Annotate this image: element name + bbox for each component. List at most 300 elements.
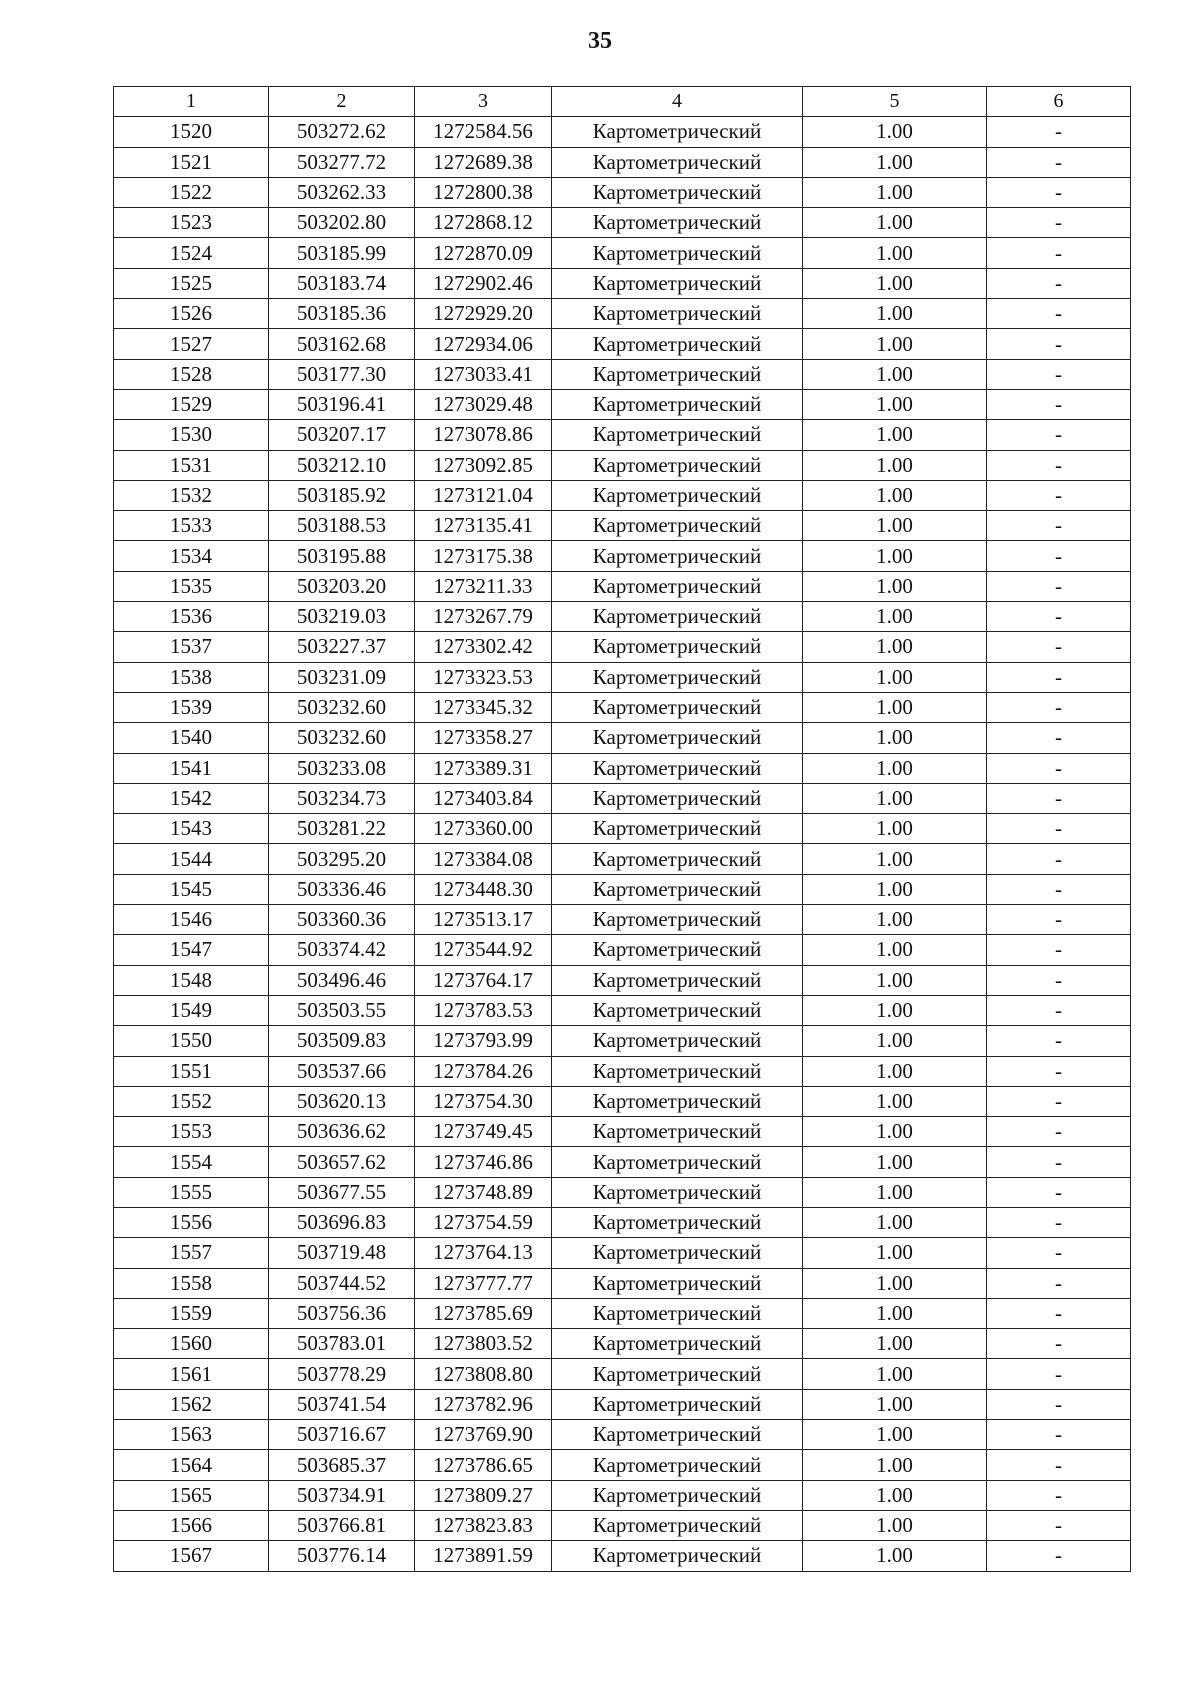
y-coordinate-cell: 1273403.84 xyxy=(415,783,552,813)
x-coordinate-cell: 503219.03 xyxy=(269,602,415,632)
accuracy-cell: 1.00 xyxy=(803,420,987,450)
description-cell: - xyxy=(987,692,1131,722)
table-row xyxy=(114,1480,1131,1510)
table-row xyxy=(114,1056,1131,1086)
table-row xyxy=(114,1541,1131,1571)
description-cell: - xyxy=(987,329,1131,359)
table-row xyxy=(114,1268,1131,1298)
point-number-cell: 1547 xyxy=(114,935,269,965)
table-row xyxy=(114,571,1131,601)
x-coordinate-cell: 503360.36 xyxy=(269,905,415,935)
x-coordinate-cell: 503227.37 xyxy=(269,632,415,662)
description-cell: - xyxy=(987,420,1131,450)
x-coordinate-cell: 503162.68 xyxy=(269,329,415,359)
description-cell: - xyxy=(987,571,1131,601)
accuracy-cell: 1.00 xyxy=(803,147,987,177)
page-number: 35 xyxy=(588,28,612,54)
x-coordinate-cell: 503295.20 xyxy=(269,844,415,874)
y-coordinate-cell: 1273389.31 xyxy=(415,753,552,783)
description-cell: - xyxy=(987,783,1131,813)
accuracy-cell: 1.00 xyxy=(803,571,987,601)
point-number-cell: 1542 xyxy=(114,783,269,813)
accuracy-cell: 1.00 xyxy=(803,389,987,419)
y-coordinate-cell: 1273384.08 xyxy=(415,844,552,874)
method-cell: Картометрический xyxy=(552,1480,803,1510)
x-coordinate-cell: 503734.91 xyxy=(269,1480,415,1510)
method-cell: Картометрический xyxy=(552,602,803,632)
method-cell: Картометрический xyxy=(552,1207,803,1237)
x-coordinate-cell: 503232.60 xyxy=(269,692,415,722)
point-number-cell: 1550 xyxy=(114,1026,269,1056)
accuracy-cell: 1.00 xyxy=(803,723,987,753)
table-row xyxy=(114,1420,1131,1450)
x-coordinate-cell: 503196.41 xyxy=(269,389,415,419)
accuracy-cell: 1.00 xyxy=(803,814,987,844)
point-number-cell: 1535 xyxy=(114,571,269,601)
method-cell: Картометрический xyxy=(552,1510,803,1540)
x-coordinate-cell: 503207.17 xyxy=(269,420,415,450)
accuracy-cell: 1.00 xyxy=(803,965,987,995)
accuracy-cell: 1.00 xyxy=(803,238,987,268)
table-row xyxy=(114,935,1131,965)
table-row xyxy=(114,1086,1131,1116)
column-header-3: 3 xyxy=(415,87,552,117)
table-row xyxy=(114,1359,1131,1389)
y-coordinate-cell: 1273078.86 xyxy=(415,420,552,450)
accuracy-cell: 1.00 xyxy=(803,1450,987,1480)
y-coordinate-cell: 1273358.27 xyxy=(415,723,552,753)
method-cell: Картометрический xyxy=(552,238,803,268)
description-cell: - xyxy=(987,905,1131,935)
y-coordinate-cell: 1273783.53 xyxy=(415,995,552,1025)
accuracy-cell: 1.00 xyxy=(803,480,987,510)
table-row xyxy=(114,723,1131,753)
x-coordinate-cell: 503657.62 xyxy=(269,1147,415,1177)
point-number-cell: 1560 xyxy=(114,1329,269,1359)
point-number-cell: 1528 xyxy=(114,359,269,389)
method-cell: Картометрический xyxy=(552,995,803,1025)
x-coordinate-cell: 503685.37 xyxy=(269,1450,415,1480)
table-row xyxy=(114,1329,1131,1359)
table-row xyxy=(114,147,1131,177)
accuracy-cell: 1.00 xyxy=(803,1389,987,1419)
y-coordinate-cell: 1273748.89 xyxy=(415,1177,552,1207)
method-cell: Картометрический xyxy=(552,1389,803,1419)
point-number-cell: 1533 xyxy=(114,511,269,541)
x-coordinate-cell: 503234.73 xyxy=(269,783,415,813)
point-number-cell: 1532 xyxy=(114,480,269,510)
x-coordinate-cell: 503744.52 xyxy=(269,1268,415,1298)
accuracy-cell: 1.00 xyxy=(803,1268,987,1298)
method-cell: Картометрический xyxy=(552,692,803,722)
table-row xyxy=(114,268,1131,298)
y-coordinate-cell: 1273749.45 xyxy=(415,1117,552,1147)
table-row xyxy=(114,602,1131,632)
method-cell: Картометрический xyxy=(552,1420,803,1450)
table-row xyxy=(114,208,1131,238)
point-number-cell: 1536 xyxy=(114,602,269,632)
description-cell: - xyxy=(987,1086,1131,1116)
accuracy-cell: 1.00 xyxy=(803,844,987,874)
accuracy-cell: 1.00 xyxy=(803,541,987,571)
table-row xyxy=(114,814,1131,844)
accuracy-cell: 1.00 xyxy=(803,753,987,783)
table-row xyxy=(114,965,1131,995)
x-coordinate-cell: 503262.33 xyxy=(269,177,415,207)
point-number-cell: 1553 xyxy=(114,1117,269,1147)
y-coordinate-cell: 1273809.27 xyxy=(415,1480,552,1510)
method-cell: Картометрический xyxy=(552,329,803,359)
method-cell: Картометрический xyxy=(552,1238,803,1268)
y-coordinate-cell: 1273785.69 xyxy=(415,1298,552,1328)
point-number-cell: 1527 xyxy=(114,329,269,359)
accuracy-cell: 1.00 xyxy=(803,1207,987,1237)
method-cell: Картометрический xyxy=(552,905,803,935)
y-coordinate-cell: 1273793.99 xyxy=(415,1026,552,1056)
y-coordinate-cell: 1272870.09 xyxy=(415,238,552,268)
x-coordinate-cell: 503537.66 xyxy=(269,1056,415,1086)
method-cell: Картометрический xyxy=(552,1056,803,1086)
method-cell: Картометрический xyxy=(552,1359,803,1389)
description-cell: - xyxy=(987,359,1131,389)
method-cell: Картометрический xyxy=(552,783,803,813)
method-cell: Картометрический xyxy=(552,541,803,571)
point-number-cell: 1529 xyxy=(114,389,269,419)
table-row xyxy=(114,753,1131,783)
y-coordinate-cell: 1272902.46 xyxy=(415,268,552,298)
y-coordinate-cell: 1273746.86 xyxy=(415,1147,552,1177)
x-coordinate-cell: 503185.36 xyxy=(269,299,415,329)
method-cell: Картометрический xyxy=(552,1541,803,1571)
x-coordinate-cell: 503496.46 xyxy=(269,965,415,995)
accuracy-cell: 1.00 xyxy=(803,1086,987,1116)
point-number-cell: 1530 xyxy=(114,420,269,450)
table-row xyxy=(114,995,1131,1025)
accuracy-cell: 1.00 xyxy=(803,874,987,904)
point-number-cell: 1556 xyxy=(114,1207,269,1237)
description-cell: - xyxy=(987,965,1131,995)
table-row xyxy=(114,662,1131,692)
point-number-cell: 1526 xyxy=(114,299,269,329)
accuracy-cell: 1.00 xyxy=(803,359,987,389)
y-coordinate-cell: 1273323.53 xyxy=(415,662,552,692)
table-header-row xyxy=(114,87,1131,117)
point-number-cell: 1521 xyxy=(114,147,269,177)
x-coordinate-cell: 503272.62 xyxy=(269,117,415,147)
point-number-cell: 1549 xyxy=(114,995,269,1025)
accuracy-cell: 1.00 xyxy=(803,177,987,207)
method-cell: Картометрический xyxy=(552,1026,803,1056)
accuracy-cell: 1.00 xyxy=(803,1026,987,1056)
table-row xyxy=(114,874,1131,904)
point-number-cell: 1552 xyxy=(114,1086,269,1116)
method-cell: Картометрический xyxy=(552,420,803,450)
point-number-cell: 1538 xyxy=(114,662,269,692)
x-coordinate-cell: 503232.60 xyxy=(269,723,415,753)
x-coordinate-cell: 503195.88 xyxy=(269,541,415,571)
y-coordinate-cell: 1273782.96 xyxy=(415,1389,552,1419)
table-row xyxy=(114,1510,1131,1540)
point-number-cell: 1565 xyxy=(114,1480,269,1510)
accuracy-cell: 1.00 xyxy=(803,450,987,480)
method-cell: Картометрический xyxy=(552,1086,803,1116)
x-coordinate-cell: 503503.55 xyxy=(269,995,415,1025)
y-coordinate-cell: 1273121.04 xyxy=(415,480,552,510)
x-coordinate-cell: 503620.13 xyxy=(269,1086,415,1116)
accuracy-cell: 1.00 xyxy=(803,1238,987,1268)
method-cell: Картометрический xyxy=(552,1268,803,1298)
point-number-cell: 1543 xyxy=(114,814,269,844)
x-coordinate-cell: 503778.29 xyxy=(269,1359,415,1389)
description-cell: - xyxy=(987,632,1131,662)
y-coordinate-cell: 1273823.83 xyxy=(415,1510,552,1540)
description-cell: - xyxy=(987,480,1131,510)
x-coordinate-cell: 503277.72 xyxy=(269,147,415,177)
description-cell: - xyxy=(987,1420,1131,1450)
x-coordinate-cell: 503756.36 xyxy=(269,1298,415,1328)
method-cell: Картометрический xyxy=(552,1298,803,1328)
table-row xyxy=(114,359,1131,389)
method-cell: Картометрический xyxy=(552,208,803,238)
description-cell: - xyxy=(987,1541,1131,1571)
column-header-5: 5 xyxy=(803,87,987,117)
accuracy-cell: 1.00 xyxy=(803,602,987,632)
accuracy-cell: 1.00 xyxy=(803,1420,987,1450)
description-cell: - xyxy=(987,1329,1131,1359)
x-coordinate-cell: 503183.74 xyxy=(269,268,415,298)
method-cell: Картометрический xyxy=(552,147,803,177)
method-cell: Картометрический xyxy=(552,359,803,389)
y-coordinate-cell: 1272929.20 xyxy=(415,299,552,329)
description-cell: - xyxy=(987,1450,1131,1480)
table-row xyxy=(114,1207,1131,1237)
accuracy-cell: 1.00 xyxy=(803,1541,987,1571)
accuracy-cell: 1.00 xyxy=(803,995,987,1025)
x-coordinate-cell: 503202.80 xyxy=(269,208,415,238)
x-coordinate-cell: 503185.99 xyxy=(269,238,415,268)
method-cell: Картометрический xyxy=(552,1177,803,1207)
column-header-1: 1 xyxy=(114,87,269,117)
point-number-cell: 1546 xyxy=(114,905,269,935)
x-coordinate-cell: 503677.55 xyxy=(269,1177,415,1207)
description-cell: - xyxy=(987,935,1131,965)
y-coordinate-cell: 1273769.90 xyxy=(415,1420,552,1450)
point-number-cell: 1523 xyxy=(114,208,269,238)
description-cell: - xyxy=(987,844,1131,874)
point-number-cell: 1537 xyxy=(114,632,269,662)
x-coordinate-cell: 503212.10 xyxy=(269,450,415,480)
point-number-cell: 1564 xyxy=(114,1450,269,1480)
description-cell: - xyxy=(987,1510,1131,1540)
accuracy-cell: 1.00 xyxy=(803,329,987,359)
y-coordinate-cell: 1272689.38 xyxy=(415,147,552,177)
description-cell: - xyxy=(987,268,1131,298)
point-number-cell: 1566 xyxy=(114,1510,269,1540)
y-coordinate-cell: 1273448.30 xyxy=(415,874,552,904)
y-coordinate-cell: 1273267.79 xyxy=(415,602,552,632)
description-cell: - xyxy=(987,874,1131,904)
x-coordinate-cell: 503766.81 xyxy=(269,1510,415,1540)
x-coordinate-cell: 503509.83 xyxy=(269,1026,415,1056)
y-coordinate-cell: 1273135.41 xyxy=(415,511,552,541)
description-cell: - xyxy=(987,1268,1131,1298)
y-coordinate-cell: 1273891.59 xyxy=(415,1541,552,1571)
method-cell: Картометрический xyxy=(552,844,803,874)
description-cell: - xyxy=(987,814,1131,844)
accuracy-cell: 1.00 xyxy=(803,1117,987,1147)
point-number-cell: 1531 xyxy=(114,450,269,480)
method-cell: Картометрический xyxy=(552,450,803,480)
description-cell: - xyxy=(987,299,1131,329)
method-cell: Картометрический xyxy=(552,177,803,207)
x-coordinate-cell: 503374.42 xyxy=(269,935,415,965)
method-cell: Картометрический xyxy=(552,117,803,147)
description-cell: - xyxy=(987,753,1131,783)
description-cell: - xyxy=(987,511,1131,541)
point-number-cell: 1555 xyxy=(114,1177,269,1207)
y-coordinate-cell: 1273513.17 xyxy=(415,905,552,935)
y-coordinate-cell: 1272584.56 xyxy=(415,117,552,147)
y-coordinate-cell: 1273754.59 xyxy=(415,1207,552,1237)
column-header-6: 6 xyxy=(987,87,1131,117)
table-row xyxy=(114,783,1131,813)
point-number-cell: 1541 xyxy=(114,753,269,783)
method-cell: Картометрический xyxy=(552,480,803,510)
y-coordinate-cell: 1272800.38 xyxy=(415,177,552,207)
table-row xyxy=(114,1298,1131,1328)
y-coordinate-cell: 1273211.33 xyxy=(415,571,552,601)
table-row xyxy=(114,692,1131,722)
description-cell: - xyxy=(987,208,1131,238)
description-cell: - xyxy=(987,117,1131,147)
accuracy-cell: 1.00 xyxy=(803,1056,987,1086)
y-coordinate-cell: 1272934.06 xyxy=(415,329,552,359)
point-number-cell: 1534 xyxy=(114,541,269,571)
description-cell: - xyxy=(987,541,1131,571)
point-number-cell: 1520 xyxy=(114,117,269,147)
x-coordinate-cell: 503188.53 xyxy=(269,511,415,541)
description-cell: - xyxy=(987,1359,1131,1389)
table-row xyxy=(114,632,1131,662)
method-cell: Картометрический xyxy=(552,632,803,662)
table-row xyxy=(114,1026,1131,1056)
table-row xyxy=(114,329,1131,359)
table-row xyxy=(114,480,1131,510)
description-cell: - xyxy=(987,602,1131,632)
table-row xyxy=(114,389,1131,419)
description-cell: - xyxy=(987,1026,1131,1056)
coordinates-table xyxy=(113,86,1131,1572)
y-coordinate-cell: 1273345.32 xyxy=(415,692,552,722)
point-number-cell: 1522 xyxy=(114,177,269,207)
table-row xyxy=(114,541,1131,571)
accuracy-cell: 1.00 xyxy=(803,1510,987,1540)
table-row xyxy=(114,1147,1131,1177)
point-number-cell: 1558 xyxy=(114,1268,269,1298)
description-cell: - xyxy=(987,450,1131,480)
column-header-4: 4 xyxy=(552,87,803,117)
description-cell: - xyxy=(987,995,1131,1025)
method-cell: Картометрический xyxy=(552,965,803,995)
table-row xyxy=(114,117,1131,147)
table-row xyxy=(114,1238,1131,1268)
y-coordinate-cell: 1273544.92 xyxy=(415,935,552,965)
method-cell: Картометрический xyxy=(552,268,803,298)
method-cell: Картометрический xyxy=(552,814,803,844)
accuracy-cell: 1.00 xyxy=(803,117,987,147)
table-row xyxy=(114,450,1131,480)
x-coordinate-cell: 503636.62 xyxy=(269,1117,415,1147)
description-cell: - xyxy=(987,1177,1131,1207)
y-coordinate-cell: 1273784.26 xyxy=(415,1056,552,1086)
description-cell: - xyxy=(987,1480,1131,1510)
table-row xyxy=(114,1117,1131,1147)
method-cell: Картометрический xyxy=(552,1117,803,1147)
table-row xyxy=(114,177,1131,207)
column-header-2: 2 xyxy=(269,87,415,117)
method-cell: Картометрический xyxy=(552,1147,803,1177)
table-row xyxy=(114,511,1131,541)
method-cell: Картометрический xyxy=(552,389,803,419)
table-body xyxy=(114,117,1131,1571)
method-cell: Картометрический xyxy=(552,299,803,329)
x-coordinate-cell: 503203.20 xyxy=(269,571,415,601)
description-cell: - xyxy=(987,1147,1131,1177)
y-coordinate-cell: 1273092.85 xyxy=(415,450,552,480)
y-coordinate-cell: 1273808.80 xyxy=(415,1359,552,1389)
x-coordinate-cell: 503185.92 xyxy=(269,480,415,510)
x-coordinate-cell: 503716.67 xyxy=(269,1420,415,1450)
point-number-cell: 1540 xyxy=(114,723,269,753)
point-number-cell: 1557 xyxy=(114,1238,269,1268)
accuracy-cell: 1.00 xyxy=(803,1480,987,1510)
method-cell: Картометрический xyxy=(552,571,803,601)
y-coordinate-cell: 1273777.77 xyxy=(415,1268,552,1298)
accuracy-cell: 1.00 xyxy=(803,268,987,298)
accuracy-cell: 1.00 xyxy=(803,1329,987,1359)
table-row xyxy=(114,299,1131,329)
x-coordinate-cell: 503336.46 xyxy=(269,874,415,904)
y-coordinate-cell: 1273302.42 xyxy=(415,632,552,662)
description-cell: - xyxy=(987,147,1131,177)
point-number-cell: 1567 xyxy=(114,1541,269,1571)
point-number-cell: 1554 xyxy=(114,1147,269,1177)
y-coordinate-cell: 1273029.48 xyxy=(415,389,552,419)
y-coordinate-cell: 1273803.52 xyxy=(415,1329,552,1359)
accuracy-cell: 1.00 xyxy=(803,905,987,935)
accuracy-cell: 1.00 xyxy=(803,299,987,329)
point-number-cell: 1525 xyxy=(114,268,269,298)
description-cell: - xyxy=(987,1056,1131,1086)
y-coordinate-cell: 1273764.17 xyxy=(415,965,552,995)
point-number-cell: 1561 xyxy=(114,1359,269,1389)
point-number-cell: 1545 xyxy=(114,874,269,904)
accuracy-cell: 1.00 xyxy=(803,783,987,813)
y-coordinate-cell: 1273764.13 xyxy=(415,1238,552,1268)
y-coordinate-cell: 1273754.30 xyxy=(415,1086,552,1116)
description-cell: - xyxy=(987,662,1131,692)
description-cell: - xyxy=(987,1117,1131,1147)
accuracy-cell: 1.00 xyxy=(803,935,987,965)
accuracy-cell: 1.00 xyxy=(803,511,987,541)
x-coordinate-cell: 503696.83 xyxy=(269,1207,415,1237)
accuracy-cell: 1.00 xyxy=(803,1359,987,1389)
description-cell: - xyxy=(987,1207,1131,1237)
description-cell: - xyxy=(987,238,1131,268)
table-row xyxy=(114,844,1131,874)
point-number-cell: 1544 xyxy=(114,844,269,874)
x-coordinate-cell: 503783.01 xyxy=(269,1329,415,1359)
